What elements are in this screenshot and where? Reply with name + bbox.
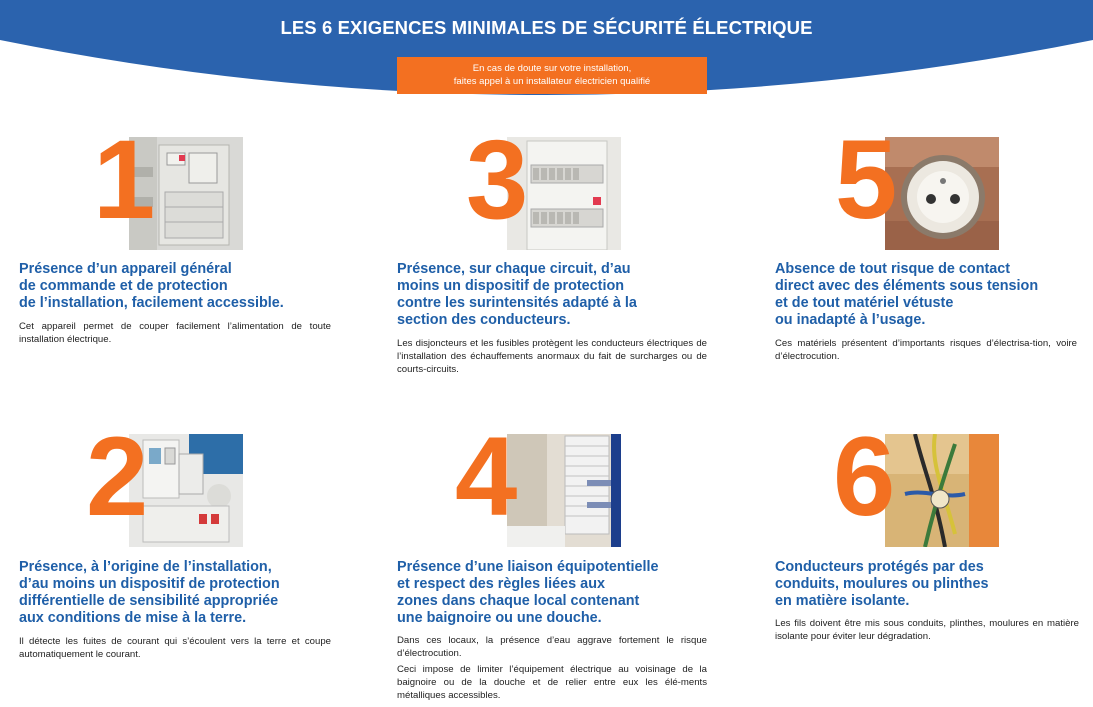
exposed-wires-photo bbox=[885, 434, 999, 547]
requirement-heading: Présence d’une liaison équipotentielle et respect des règles liées aux zones dans chaque local contenant une baignoire ou une douche. bbox=[397, 559, 659, 626]
requirement-description: Dans ces locaux, la présence d’eau aggrave fortement le risque d’électrocution. bbox=[397, 635, 707, 659]
requirement-heading: Absence de tout risque de contact direct avec des éléments sous tension et de tout matériel vétuste ou inadapté à l’usage. bbox=[775, 261, 1039, 328]
requirement-heading: Présence, à l’origine de l’installation, d’au moins un dispositif de protection différentielle de sensibilité appropriée aux conditions de mise à la terre. bbox=[19, 559, 280, 626]
requirement-description-extra: Ceci impose de limiter l’équipement électrique au voisinage de la baignoire ou de la douche et de relier entre eux les élé-ments métalliques accessibles. bbox=[397, 664, 707, 701]
requirement-heading: Présence, sur chaque circuit, d’au moins un dispositif de protection contre les surintensités adapté à la section des conducteurs. bbox=[397, 261, 637, 328]
requirement-number-3: 3 bbox=[466, 117, 527, 242]
requirement-number-6: 6 bbox=[833, 414, 894, 539]
bathroom-radiator-photo bbox=[507, 434, 621, 547]
requirement-number-4: 4 bbox=[455, 414, 516, 539]
old-socket-photo bbox=[885, 137, 999, 250]
requirement-number-1: 1 bbox=[93, 117, 154, 242]
requirement-number-2: 2 bbox=[86, 414, 147, 539]
requirement-description: Il détecte les fuites de courant qui s’écoulent vers la terre et coupe automatiquement le courant. bbox=[19, 636, 331, 660]
notice-text: En cas de doute sur votre installation, faites appel à un installateur électricien qualifié bbox=[453, 63, 651, 87]
requirement-description: Ces matériels présentent d’importants risques d’électrisa-tion, voire d’électrocution. bbox=[775, 338, 1077, 362]
header-banner bbox=[0, 0, 1093, 112]
requirement-description: Les disjoncteurs et les fusibles protègent les conducteurs électriques de l’installation des échauffements anormaux du fait de surcharges ou de courts-circuits. bbox=[397, 338, 707, 375]
requirement-number-5: 5 bbox=[835, 117, 896, 242]
installer-notice bbox=[397, 57, 707, 94]
requirement-description: Cet appareil permet de couper facilement l’alimentation de toute installation électrique. bbox=[19, 321, 331, 345]
requirement-heading: Conducteurs protégés par des conduits, moulures ou plinthes en matière isolante. bbox=[775, 559, 989, 609]
page-title: LES 6 EXIGENCES MINIMALES DE SÉCURITÉ ÉLECTRIQUE bbox=[280, 17, 813, 38]
requirement-heading: Présence d’un appareil général de commande et de protection de l’installation, facilement accessible. bbox=[19, 261, 284, 311]
requirement-description: Les fils doivent être mis sous conduits, plinthes, moulures en matière isolante pour éviter leur dégradation. bbox=[775, 618, 1079, 642]
